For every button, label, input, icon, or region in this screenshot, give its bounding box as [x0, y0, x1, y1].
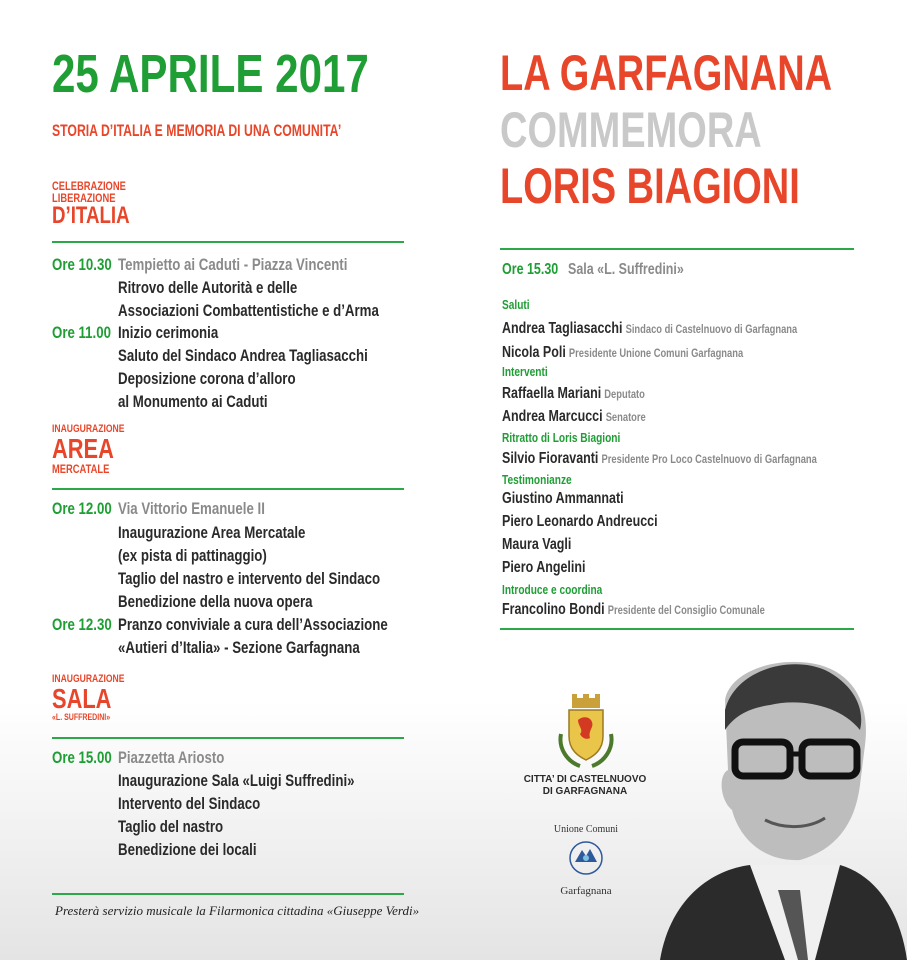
right-time-row: Ore 15.30 Sala «L. Suffredini» [502, 261, 684, 278]
entry-line: Taglio del nastro e intervento del Sindaco [118, 569, 381, 588]
entry-line: Taglio del nastro [118, 817, 224, 836]
date-title: 25 APRILE 2017 [52, 44, 369, 104]
divider [52, 241, 404, 243]
entry-line: Intervento del Sindaco [118, 794, 261, 813]
divider [52, 893, 404, 895]
label-coordina: Introduce e coordina [502, 582, 603, 597]
program-entry: Ore 12.30 Pranzo conviviale a cura dell’Associazione [52, 615, 388, 634]
section-liberazione-heading: CELEBRAZIONE LIBERAZIONE D’ITALIA [52, 179, 130, 229]
entry-line: Benedizione della nuova opera [118, 592, 313, 611]
portrait-photo [650, 650, 907, 965]
divider [500, 628, 854, 630]
label-ritratto: Ritratto di Loris Biagioni [502, 430, 621, 445]
program-entry: Ore 10.30 Tempietto ai Caduti - Piazza Vincenti [52, 255, 348, 274]
entry-line: Deposizione corona d’alloro [118, 369, 296, 388]
label-saluti: Saluti [502, 297, 530, 312]
entry-line: (ex pista di pattinaggio) [118, 546, 267, 565]
speaker: Giustino Ammannati [502, 490, 624, 507]
entry-line: Inaugurazione Area Mercatale [118, 523, 306, 542]
entry-line: Saluto del Sindaco Andrea Tagliasacchi [118, 346, 368, 365]
castelnuovo-crest-icon [556, 694, 616, 777]
entry-line: Associazioni Combattentistiche e d’Arma [118, 301, 379, 320]
divider [52, 737, 404, 739]
label-interventi: Interventi [502, 364, 548, 379]
speaker: Andrea Tagliasacchi Sindaco di Castelnuovo di Garfagnana [502, 320, 798, 337]
section-sala-heading: INAUGURAZIONE SALA «L. SUFFREDINI» [52, 673, 125, 722]
speaker: Francolino Bondi Presidente del Consiglio Comunale [502, 601, 765, 618]
entry-line: Inaugurazione Sala «Luigi Suffredini» [118, 771, 355, 790]
right-title-line2: COMMEMORA [500, 102, 762, 158]
entry-line: Benedizione dei locali [118, 840, 257, 859]
divider [500, 248, 854, 250]
program-entry: Ore 12.00 Via Vittorio Emanuele II [52, 499, 265, 518]
speaker: Andrea Marcucci Senatore [502, 408, 646, 425]
speaker: Raffaella Mariani Deputato [502, 385, 645, 402]
citta-label: CITTA’ DI CASTELNUOVO DI GARFAGNANA [523, 774, 647, 797]
section-area-mercatale-heading: INAUGURAZIONE AREA MERCATALE [52, 423, 125, 476]
divider [52, 488, 404, 490]
entry-line: al Monumento ai Caduti [118, 392, 268, 411]
speaker: Piero Leonardo Andreucci [502, 513, 658, 530]
subtitle: STORIA D’ITALIA E MEMORIA DI UNA COMUNITA’ [52, 121, 342, 140]
speaker: Maura Vagli [502, 536, 572, 553]
union-label-bottom: Garfagnana [560, 885, 612, 897]
speaker: Silvio Fioravanti Presidente Pro Loco Castelnuovo di Garfagnana [502, 450, 817, 467]
label-testimonianze: Testimonianze [502, 472, 572, 487]
right-title-line3: LORIS BIAGIONI [500, 158, 800, 214]
footer-note: Presterà servizio musicale la Filarmonica cittadina «Giuseppe Verdi» [55, 903, 420, 918]
program-entry: Ore 15.00 Piazzetta Ariosto [52, 748, 225, 767]
speaker: Nicola Poli Presidente Unione Comuni Garfagnana [502, 344, 744, 361]
entry-line: «Autieri d’Italia» - Sezione Garfagnana [118, 638, 360, 657]
union-label-top: Unione Comuni [553, 824, 619, 835]
speaker: Piero Angelini [502, 559, 586, 576]
entry-line: Ritrovo delle Autorità e delle [118, 278, 298, 297]
right-title-line1: LA GARFAGNANA [500, 45, 833, 101]
program-entry: Ore 11.00 Inizio cerimonia [52, 323, 219, 342]
